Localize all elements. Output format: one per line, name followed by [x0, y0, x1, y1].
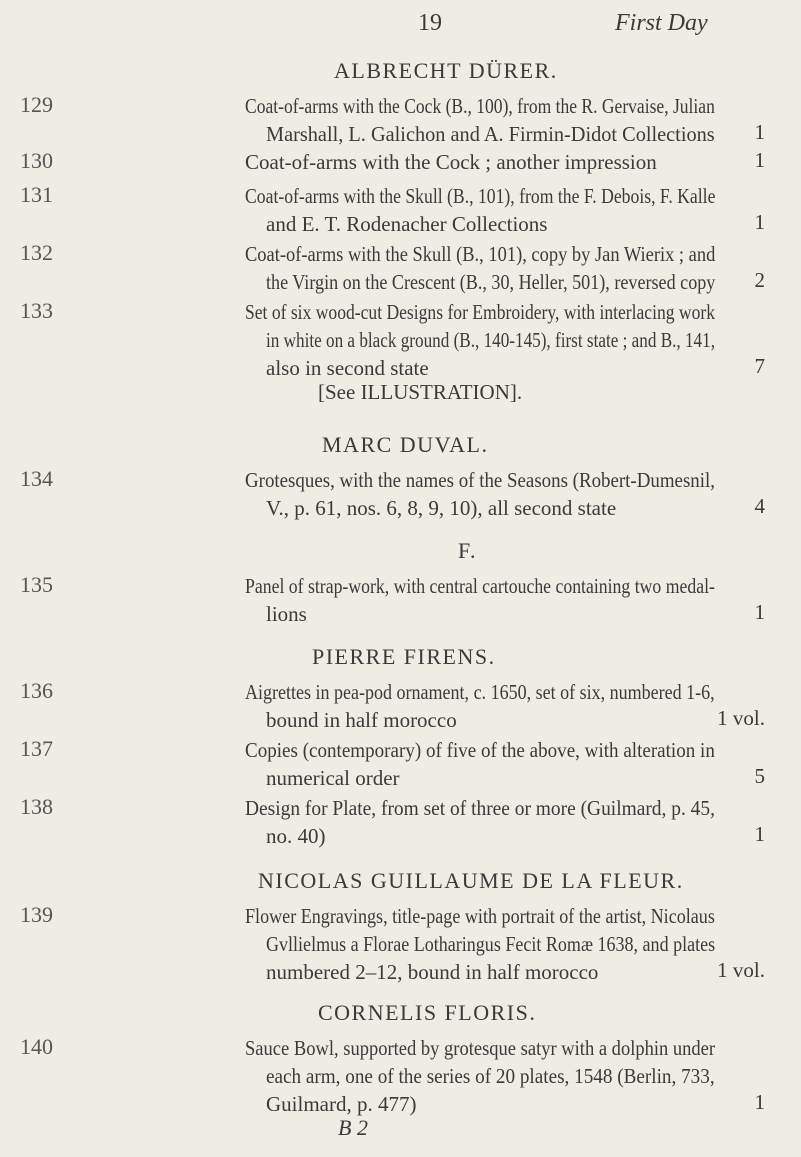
lot-description-line: Copies (contemporary) of five of the above, with alteration in — [245, 738, 715, 762]
lot-quantity: 5 — [754, 764, 765, 788]
section-heading-duval: MARC DUVAL. — [322, 432, 489, 457]
lot-number: 131 — [20, 182, 53, 207]
lot-quantity: 1 — [754, 148, 765, 172]
lot-description-line: bound in half morocco — [266, 708, 457, 732]
lot-description-line: also in second state — [266, 356, 429, 380]
lot-quantity: 1 vol. — [717, 706, 765, 730]
lot-description-line: and E. T. Rodenacher Collections — [266, 212, 548, 236]
section-heading-floris: CORNELIS FLORIS. — [318, 1000, 537, 1025]
lot-description-line: each arm, one of the series of 20 plates, 1548 (Berlin, 733, — [266, 1064, 715, 1088]
lot-number: 130 — [20, 148, 53, 173]
section-heading-de-la-fleur: NICOLAS GUILLAUME DE LA FLEUR. — [258, 868, 684, 893]
lot-description-line: Coat-of-arms with the Skull (B., 101), copy by Jan Wierix ; and — [245, 242, 716, 266]
lot-description-line: numerical order — [266, 766, 400, 790]
lot-number: 136 — [20, 678, 53, 703]
lot-description-line: Flower Engravings, title-page with portrait of the artist, Nicolaus — [245, 904, 715, 928]
lot-description-line: V., p. 61, nos. 6, 8, 9, 10), all second state — [266, 496, 617, 520]
lot-description-line: Coat-of-arms with the Skull (B., 101), from the F. Debois, F. Kalle — [245, 184, 716, 208]
lot-number: 139 — [20, 902, 53, 927]
lot-quantity: 1 — [754, 210, 765, 234]
lot-number: 129 — [20, 92, 53, 117]
lot-description-line: lions — [266, 602, 307, 626]
lot-quantity: 7 — [754, 354, 765, 378]
lot-number: 135 — [20, 572, 53, 597]
lot-description-line: Panel of strap-work, with central cartouche containing two medal- — [245, 574, 715, 598]
lot-number: 138 — [20, 794, 53, 819]
lot-description-line: Grotesques, with the names of the Seasons (Robert-Dumesnil, — [245, 468, 715, 492]
section-heading-firens: PIERRE FIRENS. — [312, 644, 496, 669]
section-heading-durer: ALBRECHT DÜRER. — [334, 58, 558, 83]
lot-quantity: 1 — [754, 1090, 765, 1114]
lot-number: 132 — [20, 240, 53, 265]
lot-quantity: 1 — [754, 822, 765, 846]
running-title: First Day — [615, 10, 708, 36]
lot-quantity: 1 vol. — [717, 958, 765, 982]
page-header — [0, 10, 801, 40]
lot-description-line: numbered 2–12, bound in half morocco — [266, 960, 599, 984]
lot-description-line: Coat-of-arms with the Cock ; another impression — [245, 150, 657, 174]
lot-number: 134 — [20, 466, 53, 491]
lot-quantity: 1 — [754, 600, 765, 624]
lot-quantity: 4 — [754, 494, 765, 518]
lot-description-line: Marshall, L. Galichon and A. Firmin-Didot Collections — [266, 122, 715, 146]
lot-description-line: Guilmard, p. 477) — [266, 1092, 417, 1116]
lot-description-line: Coat-of-arms with the Cock (B., 100), from the R. Gervaise, Julian — [245, 94, 715, 118]
lot-number: 133 — [20, 298, 53, 323]
lot-description-line: Design for Plate, from set of three or more (Guilmard, p. 45, — [245, 796, 715, 820]
lot-number: 140 — [20, 1034, 53, 1059]
lot-number: 137 — [20, 736, 53, 761]
section-heading-f: F. — [458, 538, 477, 563]
lot-description-line: Gvllielmus a Florae Lotharingus Fecit Romæ 1638, and plates — [266, 932, 716, 956]
signature-mark: B 2 — [338, 1115, 368, 1140]
lot-description-line: the Virgin on the Crescent (B., 30, Heller, 501), reversed copy — [266, 270, 716, 294]
lot-description-line: no. 40) — [266, 824, 326, 848]
page-number: 19 — [418, 10, 442, 36]
lot-description-line: Set of six wood-cut Designs for Embroidery, with interlacing work — [245, 300, 716, 324]
lot-quantity: 2 — [754, 268, 765, 292]
see-illustration-note: [See ILLUSTRATION]. — [318, 380, 523, 404]
lot-description-line: in white on a black ground (B., 140-145), first state ; and B., 141, — [266, 328, 715, 352]
lot-description-line: Aigrettes in pea-pod ornament, c. 1650, set of six, numbered 1-6, — [245, 680, 715, 704]
lot-description-line: Sauce Bowl, supported by grotesque satyr with a dolphin under — [245, 1036, 716, 1060]
lot-quantity: 1 — [754, 120, 765, 144]
